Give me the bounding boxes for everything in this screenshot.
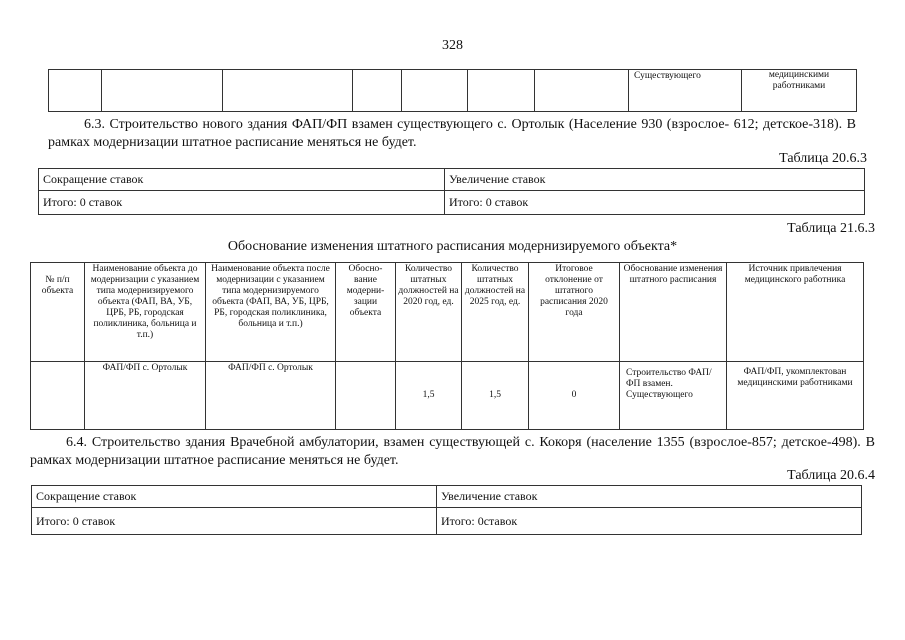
table-cell: ФАП/ФП с. Ортолык <box>206 362 336 430</box>
table-21-6-3-caption: Таблица 21.6.3 <box>787 221 875 236</box>
header-cell: Источник привлечения медицинского работника <box>727 263 864 362</box>
table-cell <box>468 70 535 112</box>
header-cell: Количество штатных должностей на 2020 год, ед. <box>396 263 462 362</box>
table-cell <box>353 70 402 112</box>
header-cell: № п/п объекта <box>31 263 85 362</box>
table-row <box>49 70 857 112</box>
page-number: 328 <box>442 38 463 53</box>
reduction-header: Сокращение ставок <box>32 486 437 508</box>
header-cell: Итоговое отклонение от штатного расписания 2020 года <box>529 263 620 362</box>
table-cell: Строительство ФАП/ФП взамен. Существующего <box>620 362 727 430</box>
table-cell <box>223 70 353 112</box>
increase-header: Увеличение ставок <box>437 486 862 508</box>
table-row <box>32 486 862 508</box>
table-20-6-3-caption: Таблица 20.6.3 <box>779 151 867 166</box>
header-cell: Наименование объекта после модернизации с указанием типа модернизируемого объекта (ФАП, ВА, УБ, ЦРБ, РБ, городская поликлиника, больница и т.п.) <box>206 263 336 362</box>
table-cell: 0 <box>529 362 620 430</box>
table-row <box>39 169 865 191</box>
header-cell: Наименование объекта до модернизации с указанием типа модернизируемого объекта (ФАП, ВА, УБ, ЦРБ, РБ, городская поликлиника, больница и т.п.) <box>85 263 206 362</box>
table-cell: ФАП/ФП с. Ортолык <box>85 362 206 430</box>
table-cell <box>535 70 629 112</box>
table-20-6-4-caption: Таблица 20.6.4 <box>787 468 875 483</box>
table-header-row <box>31 263 864 362</box>
total-right: Итого: 0 ставок <box>445 191 865 215</box>
table-row <box>31 362 864 430</box>
total-right: Итого: 0ставок <box>437 508 862 535</box>
table-20-6-4 <box>31 485 862 535</box>
total-left: Итого: 0 ставок <box>39 191 445 215</box>
table-cell <box>49 70 102 112</box>
table-row <box>39 191 865 215</box>
top-fragment-table <box>48 69 857 112</box>
table-cell: ФАП/ФП, укомплектован медицинскими работниками <box>727 362 864 430</box>
section-6-3-paragraph: 6.3. Строительство нового здания ФАП/ФП взамен существующего с. Ортолык (Население 930 (взрослое- 612; детское-318). В рамках модернизации штатное расписание меняться не будет. <box>48 117 856 150</box>
table-20-6-3 <box>38 168 865 215</box>
table-cell <box>336 362 396 430</box>
fragment-staff-cell: медицинскими работниками <box>742 70 857 112</box>
table-cell: 1,5 <box>396 362 462 430</box>
section-6-4-paragraph: 6.4. Строительство здания Врачебной амбулатории, взамен существующей с. Кокоря (население 1355 (взрослое-857; детское-498). В рамках модернизации штатное расписание меняться не будет. <box>30 435 875 468</box>
increase-header: Увеличение ставок <box>445 169 865 191</box>
table-cell <box>402 70 468 112</box>
reduction-header: Сокращение ставок <box>39 169 445 191</box>
table-cell <box>31 362 85 430</box>
table-21-6-3 <box>30 262 864 430</box>
total-left: Итого: 0 ставок <box>32 508 437 535</box>
table-cell <box>102 70 223 112</box>
table-row <box>32 508 862 535</box>
table-21-6-3-title: Обоснование изменения штатного расписания модернизируемого объекта* <box>227 239 678 254</box>
header-cell: Обосно-вание модерни-зации объекта <box>336 263 396 362</box>
header-cell: Количество штатных должностей на 2025 год, ед. <box>462 263 529 362</box>
table-cell: 1,5 <box>462 362 529 430</box>
fragment-existing-cell: Существующего <box>629 70 742 112</box>
header-cell: Обоснование изменения штатного расписания <box>620 263 727 362</box>
